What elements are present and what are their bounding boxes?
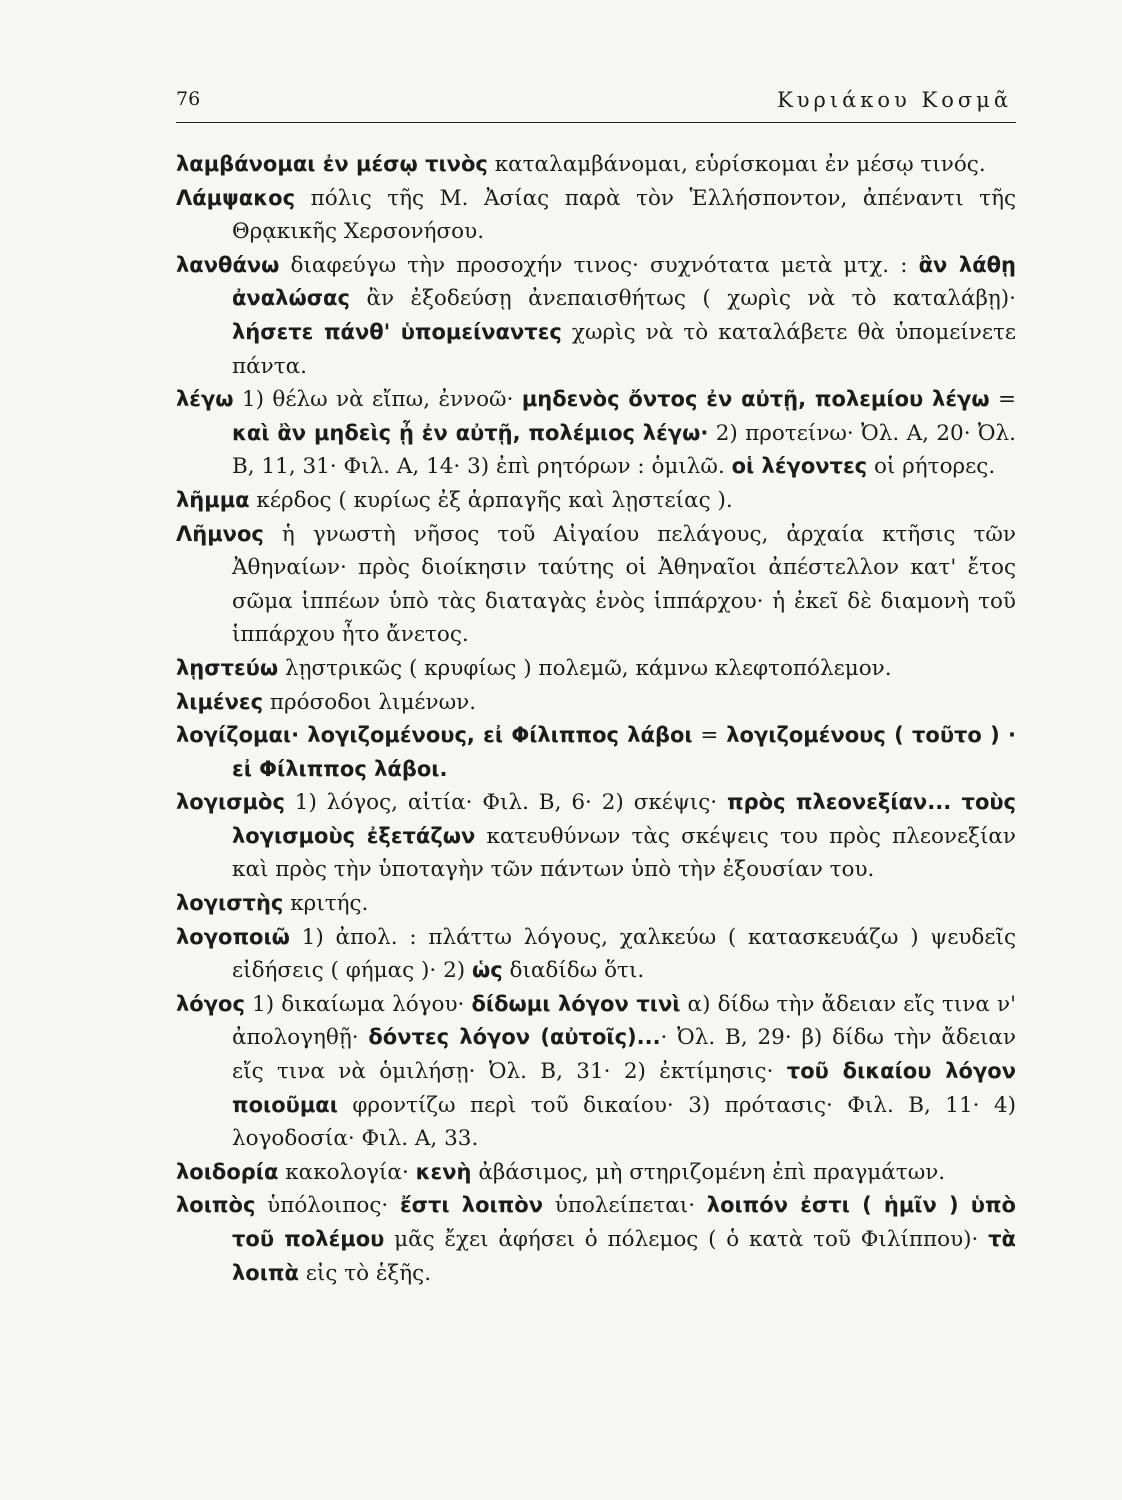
entry-definition: 1) δικαίωμα λόγου· <box>244 991 472 1017</box>
entry-definition: ἡ γνωστὴ νῆσος τοῦ Αἰγαίου πελάγους, ἀρχαία κτῆσις τῶν Ἀθηναίων· πρὸς διοίκησιν ταύτης οἱ Ἀθηναῖοι ἀπέστελλον κατ' ἔτος σῶμα ἱππέων ὑπὸ τὰς διαταγὰς ἑνὸς ἱππάρχου· ἡ ἐκεῖ δὲ διαμονὴ τοῦ ἱππάρχου ἦτο ἄνετος. <box>232 521 1016 648</box>
entry-term: μηδενὸς ὄντος ἐν αὐτῇ, πολεμίου λέγω <box>521 387 990 412</box>
entry-term: λογισμὸς <box>176 790 285 815</box>
entry-term: ἔστι λοιπὸν <box>399 1193 544 1218</box>
glossary-entry <box>176 148 1016 182</box>
glossary-entry <box>176 686 1016 720</box>
entry-term: λογίζομαι· λογιζομένους, εἰ Φίλιππος λάβοι <box>176 723 693 748</box>
entry-term: λοιδορία <box>176 1159 279 1184</box>
entry-definition: χωρὶς νὰ τὸ καταλάβετε θὰ ὑπομείνετε πάντα. <box>232 319 1016 379</box>
entry-term: Λάμψακος <box>176 185 296 210</box>
entry-term: καὶ ἂν μηδεὶς ᾖ ἐν αὐτῇ, πολέμιος λέγω· <box>232 420 709 445</box>
entry-term: λήσετε πάνθ' ὑπομείναντες <box>232 319 562 344</box>
entry-term: λογοποιῶ <box>176 924 290 949</box>
entry-definition: κριτής. <box>283 891 369 917</box>
entry-definition: κακολογία· <box>278 1159 416 1185</box>
glossary-entry <box>176 652 1016 686</box>
entry-definition: 2) προτείνω· Ὀλ. Α, 20· Ὀλ. Β, 11, 31· Φιλ. Α, 14· 3) ἐπὶ ρητόρων : ὁμιλῶ. <box>232 420 1016 480</box>
entry-term: τὰ λοιπὰ <box>232 1227 1016 1285</box>
entry-term: λαμβάνομαι ἐν μέσῳ τινὸς <box>176 152 488 176</box>
entry-term: λογιστὴς <box>176 891 284 916</box>
entry-term: πρὸς πλεονεξίαν... τοὺς λογισμοὺς ἐξετάζων <box>232 790 1016 848</box>
entry-definition: καταλαμβάνομαι, εὑρίσκομαι ἐν μέσῳ τινός. <box>487 152 986 177</box>
entry-definition: μᾶς ἔχει ἀφήσει ὁ πόλεμος ( ὁ κατὰ τοῦ Φιλίππου)· <box>384 1227 989 1252</box>
entry-definition: = <box>692 723 727 749</box>
page-number: 76 <box>176 88 201 110</box>
entry-term: λογιζομένους ( τοῦτο ) · εἰ Φίλιππος λάβοι. <box>232 723 1016 781</box>
glossary-entry <box>176 518 1016 652</box>
entry-definition: πόλις τῆς Μ. Ἀσίας παρὰ τὸν Ἑλλήσποντον, ἀπέναντι τῆς Θρᾳκικῆς Χερσονήσου. <box>232 185 1016 245</box>
glossary-entry <box>176 887 1016 921</box>
entry-definition: 1) ἀπολ. : πλάττω λόγους, χαλκεύω ( κατασκευάζω ) ψευδεῖς εἰδήσεις ( φήμας )· 2) <box>232 924 1016 984</box>
glossary-entry <box>176 249 1016 383</box>
entry-term: ὡς <box>472 958 503 983</box>
entry-definition: διαφεύγω τὴν προσοχήν τινος· συχνότατα μετὰ μτχ. : <box>279 252 919 278</box>
entry-definition: διαδίδω ὅτι. <box>502 958 645 984</box>
entry-definition: πρόσοδοι λιμένων. <box>263 689 477 715</box>
entry-definition: α) δίδω τὴν ἄδειαν εἴς τινα ν' ἀπολογηθῇ· <box>232 991 1016 1051</box>
entry-definition: 1) λόγος, αἰτία· Φιλ. Β, 6· 2) σκέψις· <box>284 790 728 816</box>
entry-definition: κατευθύνων τὰς σκέψεις του πρὸς πλεονεξίαν καὶ πρὸς τὴν ὑποταγὴν τῶν πάντων ὑπὸ τὴν ἐξουσίαν του. <box>232 823 1016 883</box>
glossary-entry <box>176 182 1016 249</box>
entry-term: δόντες λόγον (αὐτοῖς)... <box>368 1025 661 1050</box>
glossary-entry <box>176 786 1016 887</box>
entry-definition: εἰς τὸ ἑξῆς. <box>298 1260 432 1286</box>
entry-term: λῃστεύω <box>176 655 279 680</box>
entry-term: δίδωμι λόγον τινὶ <box>471 991 681 1016</box>
running-head: Κυριάκου Κοσμᾶ <box>777 88 1012 112</box>
entry-definition: ὑπόλοιπος· <box>255 1193 400 1219</box>
entry-term: οἱ λέγοντες <box>731 454 868 479</box>
glossary-entry <box>176 1189 1016 1290</box>
entry-definition: ὑπολείπεται· <box>543 1193 707 1219</box>
entry-term: λοιπόν ἐστι ( ἡμῖν ) ὑπὸ τοῦ πολέμου <box>232 1193 1016 1251</box>
entry-term: λῆμμα <box>176 487 250 512</box>
entry-term: Λῆμνος <box>176 521 264 546</box>
glossary-entry <box>176 1156 1016 1190</box>
entry-term: ἂν λάθῃ ἀναλώσας <box>232 252 1017 311</box>
entry-term: κενὴ <box>415 1159 472 1184</box>
glossary-entry <box>176 719 1016 786</box>
entry-term: λιμένες <box>176 689 264 714</box>
entry-definition: = <box>989 387 1016 413</box>
entry-definition: ἂν ἐξοδεύσῃ ἀνεπαισθήτως ( χωρὶς νὰ τὸ καταλάβῃ)· <box>349 286 1016 312</box>
entry-definition: ἀβάσιμος, μὴ στηριζομένη ἐπὶ πραγμάτων. <box>471 1159 946 1185</box>
entry-term: λέγω <box>176 387 234 412</box>
entry-definition: λῃστρικῶς ( κρυφίως ) πολεμῶ, κάμνω κλεφτοπόλεμον. <box>278 655 892 681</box>
glossary-entries <box>176 148 1016 1290</box>
entry-definition: · Ὀλ. Β, 29· β) δίδω τὴν ἄδειαν εἴς τινα νὰ ὁμιλήσῃ· Ὀλ. Β, 31· 2) ἐκτίμησις· <box>232 1025 1016 1085</box>
glossary-entry <box>176 484 1016 518</box>
entry-term: τοῦ δικαίου λόγον ποιοῦμαι <box>232 1059 1016 1117</box>
entry-term: λοιπὸς <box>176 1193 256 1218</box>
entry-definition: κέρδος ( κυρίως ἐξ ἁρπαγῆς καὶ λῃστείας ). <box>249 487 733 513</box>
entry-definition: φροντίζω περὶ τοῦ δικαίου· 3) πρότασις· Φιλ. Β, 11· 4) λογοδοσία· Φιλ. Α, 33. <box>232 1092 1016 1152</box>
entry-term: λόγος <box>176 991 245 1016</box>
glossary-entry <box>176 988 1016 1156</box>
page-header <box>176 86 1016 123</box>
glossary-entry <box>176 921 1016 988</box>
entry-term: λανθάνω <box>176 252 280 277</box>
glossary-entry <box>176 383 1016 484</box>
entry-definition: 1) θέλω νὰ εἴπω, ἐννοῶ· <box>233 387 522 413</box>
entry-definition: οἱ ρήτορες. <box>867 454 996 480</box>
